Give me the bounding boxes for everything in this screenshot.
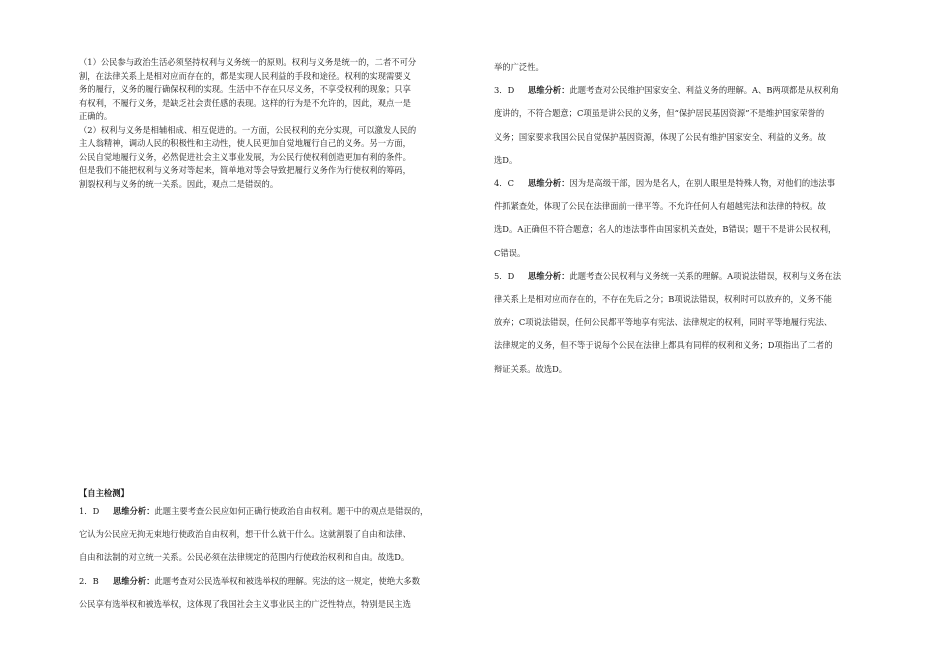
answer-item-4: [494, 172, 892, 265]
answer-item-3: [494, 79, 892, 172]
text-line: [79, 500, 484, 523]
text-line: 放弃；C项说法错误，任何公民都平等地享有宪法、法律规定的权利，同时平等地履行宪法、: [494, 317, 833, 328]
self-check-section: [79, 486, 484, 616]
text-line: 自由和法制的对立统一关系。公民必须在法律规定的范围内行使政治权利和自由。故选D。: [79, 552, 410, 563]
text-line: C错误。: [494, 247, 526, 258]
text-line: 选D。: [494, 154, 518, 165]
text-line: [494, 265, 892, 288]
text-segment: 此题主要考查公民应如何正确行使政治自由权利。题干中的观点是错误的，: [154, 506, 429, 516]
text-line: 割裂权利与义务的统一关系。因此，观点二是错误的。: [79, 178, 279, 189]
answer-number: 1．D: [79, 506, 100, 516]
text-line: 义务；国家要求我国公民自觉保护基因资源，体现了公民有维护国家安全、利益的义务。故: [494, 131, 826, 142]
text-line-continuation: 举的广泛性。: [494, 62, 544, 72]
text-line: 辩证关系。故选D。: [494, 363, 568, 374]
answer-item-1: [79, 500, 484, 570]
text-segment: 此题考查对公民选举权和被选举权的理解。宪法的这一规定，使绝大多数: [154, 575, 421, 586]
text-line: 主人翁精神，调动人民的积极性和主动性，使人民更加自觉地履行自己的义务。另一方面，: [79, 138, 411, 148]
text-line: 公民享有选举权和被选举权，这体现了我国社会主义事业民主的广泛性特点，特别是民主选: [79, 598, 411, 609]
text-line: 度讲的，不符合题意；C项虽是讲公民的义务，但“保护居民基因资源”不是维护国家荣誉的: [494, 108, 825, 119]
text-segment: 此题考查公民权利与义务统一关系的理解。A项说法错误，权利与义务在法: [569, 270, 841, 281]
paragraph-viewpoint-1: [79, 56, 479, 124]
paragraph-viewpoint-2: [79, 124, 479, 192]
analysis-label: 思维分析：: [113, 575, 155, 586]
answer-block-viewpoints: [79, 56, 479, 191]
right-column: [494, 56, 892, 381]
text-line: 它认为公民应无拘无束地行使政治自由权利，想干什么就干什么。这就割裂了自由和法律、: [79, 529, 411, 540]
text-line: 律关系上是相对应而存在的，不存在先后之分；B项说法错误，权利时可以放弃的，义务不能: [494, 294, 832, 305]
text-segment: 因为是高级干部，因为是名人，在别人眼里是特殊人物，对他们的违法事: [569, 178, 836, 189]
answer-item-2: [79, 570, 484, 616]
text-line: 割，在法律关系上是相对应而存在的，都是实现人民利益的手段和途径。权利的实现需要义: [79, 70, 411, 81]
text-line: 公民自觉地履行义务，必然促进社会主义事业发展，为公民行使权利创造更加有利的条件。: [79, 151, 411, 162]
text-line: [494, 172, 892, 195]
text-line: （1）公民参与政治生活必须坚持权利与义务统一的原则。权利与义务是统一的，二者不可分: [79, 57, 417, 67]
text-line: 有权利，不履行义务，是缺乏社会责任感的表现。这样的行为是不允许的，因此，观点一是: [79, 97, 411, 108]
text-line: 件抓紧查处，体现了公民在法律面前一律平等。不允许任何人有超越宪法和法律的特权。故: [494, 201, 826, 212]
text-line: 法律规定的义务，但不等于说每个公民在法律上都具有同样的权利和义务；D项指出了二者的: [494, 340, 833, 351]
analysis-label: 思维分析：: [528, 178, 570, 189]
text-line: （2）权利与义务是相辅相成、相互促进的。一方面，公民权利的充分实现，可以激发人民的: [79, 124, 417, 135]
section-heading: 【自主检测】: [79, 488, 129, 498]
text-line: 正确的。: [79, 111, 113, 121]
analysis-label: 思维分析：: [528, 270, 570, 281]
analysis-label: 思维分析：: [528, 85, 570, 96]
text-line: [494, 79, 892, 102]
text-line: 选D。A正确但不符合题意；名人的违法事件由国家机关查处，B错误；题干不是讲公民权利，: [494, 224, 837, 235]
answer-number: 3．D: [494, 85, 515, 96]
text-segment: 此题考查对公民维护国家安全、利益义务的理解。A、B两项都是从权利角: [569, 85, 839, 96]
analysis-label: 思维分析：: [113, 506, 155, 516]
answer-item-5: [494, 265, 892, 381]
answer-number: 5．D: [494, 270, 515, 281]
text-line: 但是我们不能把权利与义务对等起来，简单地对等会导致把履行义务作为行使权利的筹码，: [79, 165, 411, 175]
text-line: [79, 570, 484, 593]
text-line: 务的履行，义务的履行确保权利的实现。生活中不存在只尽义务，不享受权利的现象；只享: [79, 84, 411, 94]
answer-number: 2．B: [79, 575, 99, 586]
answer-number: 4．C: [494, 178, 514, 189]
